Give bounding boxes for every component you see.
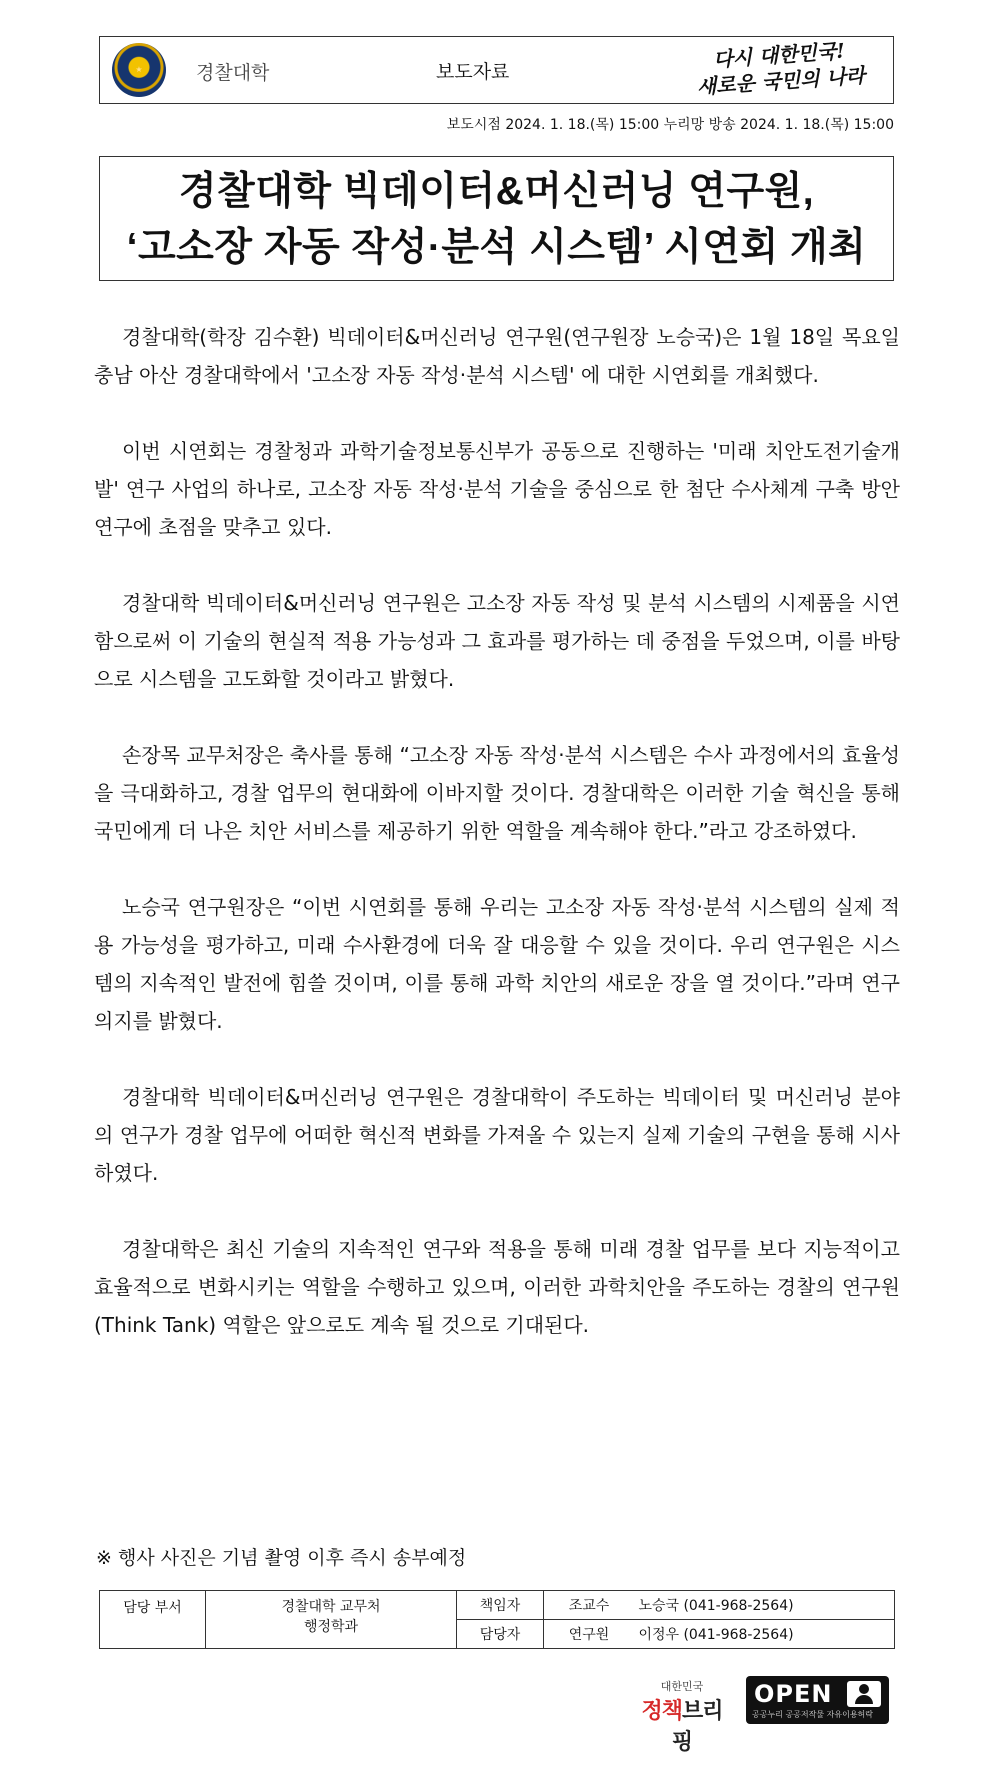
document-type: 보도자료 — [436, 61, 510, 83]
body-paragraph: 경찰대학 빅데이터&머신러닝 연구원은 고소장 자동 작성 및 분석 시스템의 시제품을 시연함으로써 이 기술의 현실적 적용 가능성과 그 효과를 평가하는 데 중점을 두었으며, 이를 바탕으로 시스템을 고도화할 것이라고 밝혔다. — [94, 591, 900, 691]
body-paragraph: 경찰대학은 최신 기술의 지속적인 연구와 적용을 통해 미래 경찰 업무를 보다 지능적이고 효율적으로 변화시키는 역할을 수행하고 있으며, 이러한 과학치안을 주도하는 경찰의 연구원(Think Tank) 역할은 앞으로도 계속 될 것으로 기대된다. — [94, 1237, 900, 1337]
contact-role: 책임자 — [457, 1591, 544, 1620]
policy-briefing-logo — [632, 1678, 732, 1755]
police-emblem-icon: ★ — [112, 43, 166, 97]
headline-box — [99, 156, 894, 281]
body-paragraph: 손장목 교무처장은 축사를 통해 “고소장 자동 작성·분석 시스템은 수사 과정에서의 효율성을 극대화하고, 경찰 업무의 현대화에 이바지할 것이다. 경찰대학은 이러한 기술 혁신을 통해 국민에게 더 나은 치안 서비스를 제공하기 위한 역할을 계속해야 한다.”라고 강조하였다. — [94, 743, 900, 843]
open-license-badge — [746, 1676, 889, 1724]
photo-note: ※ 행사 사진은 기념 촬영 이후 즉시 송부예정 — [96, 1547, 467, 1569]
slogan-logo — [678, 35, 881, 101]
body-paragraph: 경찰대학 빅데이터&머신러닝 연구원은 경찰대학이 주도하는 빅데이터 및 머신러닝 분야의 연구가 경찰 업무에 어떠한 혁신적 변화를 가져올 수 있는지 실제 기술의 구현을 통해 시사하였다. — [94, 1085, 900, 1185]
department-line-1: 경찰대학 교무처 — [281, 1599, 381, 1615]
open-license-subtext: 공공누리 공공저작물 자유이용허락 — [752, 1710, 874, 1719]
headline-line-2: ‘고소장 자동 작성·분석 시스템’ 시연회 개최 — [126, 226, 867, 269]
contact-person — [544, 1620, 895, 1649]
contact-name-phone: 이정우 (041-968-2564) — [638, 1627, 794, 1643]
body-paragraph: 노승국 연구원장은 “이번 시연회를 통해 우리는 고소장 자동 작성·분석 시스템의 실제 적용 가능성을 평가하고, 미래 수사환경에 더욱 잘 대응할 수 있을 것이다. 우리 연구원은 시스템의 지속적인 발전에 힘쓸 것이며, 이를 통해 과학 치안의 새로운 장을 열 것이다.”라며 연구 의지를 밝혔다. — [94, 895, 900, 1033]
contact-table — [99, 1590, 895, 1649]
article-body — [94, 318, 900, 1382]
contact-label: 담당 부서 — [100, 1591, 206, 1649]
organization-name: 경찰대학 — [196, 62, 270, 84]
press-header — [99, 36, 894, 104]
contact-person — [544, 1591, 895, 1620]
slogan-line-1: 다시 대한민국! — [712, 38, 846, 72]
contact-role: 담당자 — [457, 1620, 544, 1649]
body-paragraph: 이번 시연회는 경찰청과 과학기술정보통신부가 공동으로 진행하는 '미래 치안도전기술개발' 연구 사업의 하나로, 고소장 자동 작성·분석 기술을 중심으로 한 첨단 수사체계 구축 방안 연구에 초점을 맞추고 있다. — [94, 439, 900, 539]
brand-main-rest: 브리핑 — [671, 1699, 723, 1755]
open-label: OPEN — [754, 1680, 833, 1708]
brand-main-text — [632, 1694, 732, 1756]
contact-position: 연구원 — [568, 1627, 610, 1643]
brand-main-red: 정책 — [641, 1699, 682, 1724]
body-paragraph: 경찰대학(학장 김수환) 빅데이터&머신러닝 연구원(연구원장 노승국)은 1월 18일 목요일 충남 아산 경찰대학에서 '고소장 자동 작성·분석 시스템' 에 대한 시연회를 개최했다. — [94, 325, 900, 387]
attribution-person-icon — [847, 1681, 881, 1707]
contact-name-phone: 노승국 (041-968-2564) — [638, 1598, 794, 1614]
brand-top-text: 대한민국 — [660, 1680, 704, 1693]
slogan-line-2: 새로운 국민의 나라 — [696, 63, 866, 99]
contact-position: 조교수 — [568, 1598, 610, 1614]
release-time: 보도시점 2024. 1. 18.(목) 15:00 누리망 방송 2024. 1. 18.(목) 15:00 — [446, 117, 894, 133]
department-line-2: 행정학과 — [303, 1619, 359, 1635]
contact-row — [100, 1591, 895, 1620]
headline-line-1: 경찰대학 빅데이터&머신러닝 연구원, — [178, 170, 815, 213]
contact-department — [206, 1591, 457, 1649]
